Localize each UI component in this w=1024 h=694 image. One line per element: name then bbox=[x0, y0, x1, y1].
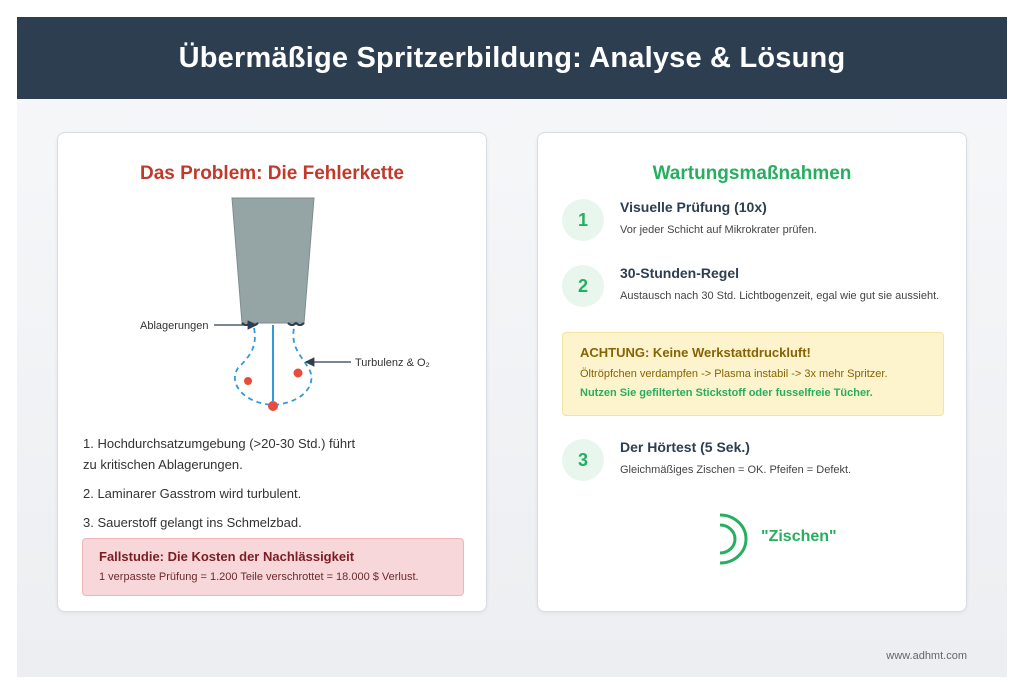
infographic-frame bbox=[17, 17, 1007, 677]
problem-card bbox=[57, 132, 487, 612]
spatter-dot bbox=[244, 377, 252, 385]
warning-tip: Nutzen Sie gefilterten Stickstoff oder fusselfreie Tücher. bbox=[580, 387, 873, 399]
spatter-dot bbox=[268, 401, 278, 411]
step-text: 2. Laminarer Gasstrom wird turbulent. bbox=[83, 486, 302, 501]
page-title: Übermäßige Spritzerbildung: Analyse & Lösung bbox=[178, 41, 846, 74]
deposits-label: Ablagerungen bbox=[140, 320, 209, 332]
step-number-badge: 2 bbox=[562, 265, 604, 307]
step-text: 3. Sauerstoff gelangt ins Schmelzbad. bbox=[83, 515, 302, 530]
step-text: zu kritischen Ablagerungen. bbox=[83, 457, 243, 472]
warning-text: Öltröpfchen verdampfen -> Plasma instabil -> 3x mehr Spritzer. bbox=[580, 368, 888, 380]
maintenance-item bbox=[562, 265, 952, 309]
maintenance-item bbox=[562, 439, 952, 483]
sound-wave-icon bbox=[716, 511, 756, 567]
failure-steps-list bbox=[83, 433, 463, 541]
item-title: Visuelle Prüfung (10x) bbox=[620, 199, 767, 215]
spatter-dot bbox=[294, 369, 303, 378]
maintenance-card bbox=[537, 132, 967, 612]
item-title: 30-Stunden-Regel bbox=[620, 265, 740, 281]
case-study-text: 1 verpasste Prüfung = 1.200 Teile verschrottet = 18.000 $ Verlust. bbox=[99, 571, 419, 583]
case-study-title: Fallstudie: Die Kosten der Nachlässigkeit bbox=[99, 549, 355, 564]
header-banner bbox=[17, 17, 1007, 99]
sound-indicator bbox=[716, 511, 856, 567]
item-desc: Gleichmäßiges Zischen = OK. Pfeifen = Defekt. bbox=[620, 464, 852, 476]
warning-title: ACHTUNG: Keine Werkstattdruckluft! bbox=[580, 345, 811, 360]
failure-step bbox=[83, 433, 463, 475]
turbulence-label: Turbulenz & O₂ bbox=[355, 357, 430, 369]
item-title: Der Hörtest (5 Sek.) bbox=[620, 439, 750, 455]
nozzle-diagram bbox=[58, 133, 488, 433]
step-text: 1. Hochdurchsatzumgebung (>20-30 Std.) führt bbox=[83, 436, 356, 451]
step-number-badge: 1 bbox=[562, 199, 604, 241]
item-desc: Austausch nach 30 Std. Lichtbogenzeit, egal wie gut sie aussieht. bbox=[620, 290, 940, 302]
maintenance-item bbox=[562, 199, 952, 243]
problem-title: Das Problem: Die Fehlerkette bbox=[140, 163, 404, 184]
step-number-badge: 3 bbox=[562, 439, 604, 481]
item-desc: Vor jeder Schicht auf Mikrokrater prüfen. bbox=[620, 224, 817, 236]
footer-website: www.adhmt.com bbox=[886, 650, 967, 662]
failure-step bbox=[83, 483, 463, 504]
case-study-box bbox=[82, 538, 464, 596]
maintenance-title: Wartungsmaßnahmen bbox=[652, 163, 852, 184]
failure-step bbox=[83, 512, 463, 533]
warning-box bbox=[562, 332, 944, 416]
nozzle-shape bbox=[232, 198, 314, 323]
sound-label: "Zischen" bbox=[761, 528, 837, 545]
